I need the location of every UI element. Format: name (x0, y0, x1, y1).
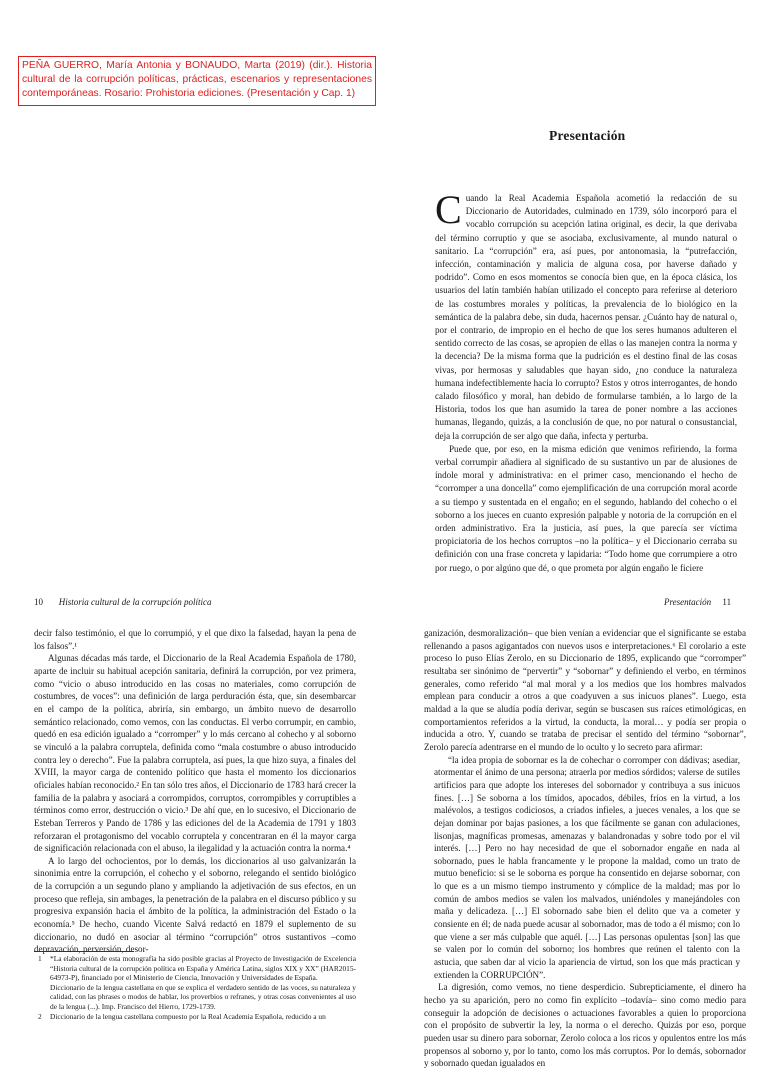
right-paragraph: La digresión, como vemos, no tiene desperdicio. Subrepticiamente, el dinero ha hecho ya su aparición, pero no como fin explícito –todavía– sino como medio para conseguir la adopción de decisiones o actuaciones favorables a quien lo proporciona con el propósito de subvertir la ley, la norma o el derecho. Quizás por eso, porque pueden usar su dinero para sobornar, Zerolo coloca a los ricos y opulentos entre los más propensos al soborno y, por lo tanto, como los más corruptos. Por lo demás, sobornador y sobornado quedan igualados en (424, 982, 746, 1069)
footnote-rule (34, 951, 134, 952)
right-running-title: Presentación (664, 597, 712, 607)
paragraph-2: Puede que, por eso, en la misma edición que venimos refiriendo, la forma verbal corrumpir añadiera al significado de su sustantivo un par de alusiones de índole moral y administrativa: en el primer caso, mencionando el hecho de “corromper a una doncella” como ejemplificación de una corrupción moral acorde a su tiempo y sustentada en el engaño; en el segundo, hablando del cohecho o el soborno a los jueces en cuanto expresión palpable y notoria de la corrupción en el orden administrativo. Era la justicia, así pues, la que parecía ser víctima propiciatoria de los hechos corruptos –no la política– y el Diccionario cerraba su definición con una frase concreta y lapidaria: “Todo home que corrumpiere a otro por ruego, o por algúno que dé, o que prometa por algún engaño le ficiere (435, 443, 737, 573)
footnote (34, 954, 356, 983)
block-quote: “la idea propia de sobornar es la de cohechar o corromper con dádivas; asediar, atormentar el ánimo de una persona; atraerla por medios sórdidos; valerse de sutiles artificios para que adopte los intereses del sobornador y contribuya a sus inicuos fines. […] Se soborna a los tímidos, apocados, débiles, fríos en la virtud, a los malévolos, a testigos codiciosos, a criados infieles, a jueces venales, a los que se dejan dominar por bajas pasiones, a los que fácilmente se ganan con adulaciones, lisonjas, magníficas promesas, amenazas y balandronadas y sobre todo por el vil interés. […] Pero no hay necesidad de que el sobornador engañe en nada al sobornado, pues le habla francamente y le propone la maldad, como un trato de mutuo beneficio: si se le soborna es porque ha consentido en dejarse sobornar, con lo que es a un mismo tiempo instrumento y cómplice de la maldad; mas por lo común de ambos medios se valen los malvados, uniéndoles y manejándoles con maña y delicadeza. […] El sobornado sabe bien el delito que va a cometer y consiente en él; de nada puede acusar al sobornador, mas de todo a él mismo; con lo que viene a ser más culpable que aquél. […] Las personas opulentas [son] las que se valen por lo común del soborno; los hombres que reúnen el talento con la astucia, que saben dar al vicio la apariencia de virtud, son los que más practican y extienden la CORRUPCIÓN”. (434, 754, 740, 980)
footnote (34, 1012, 356, 1022)
left-running-title: Historia cultural de la corrupción política (58, 597, 212, 607)
footnotes (34, 951, 356, 1021)
footnote-number: 1 (38, 954, 42, 963)
left-column (34, 627, 356, 956)
left-paragraph: A lo largo del ochocientos, por lo demás, los diccionarios al uso galvanizarán la sinonimia entre la corrupción, el cohecho y el soborno, relegando el sentido biológico de la corrupción a un segundo plano y ampliando la adjetivación de sus efectos, en un proceso que refleja, sin ambages, la penetración de la palabra en el discurso público y su progresiva expansión hacia el ámbito de la política, la administración del Estado o la economía.⁵ De hecho, cuando Vicente Salvá redactó en 1879 el suplemento de su diccionario, no dudó en asociar al término “corrupción” otros sustantivos –como depravación, perversión, desor- (34, 855, 356, 955)
right-column (424, 627, 746, 1070)
footnote-text: Diccionario de la lengua castellana en que se explica el verdadero sentido de las voces, su naturaleza y calidad, con las phrases o modos de hablar, los proverbios o refranes, y otras cosas convenientes al uso de la lengua (...). Imp. Francisco del Hierro, 1729-1739. (50, 982, 356, 1011)
presentation-text (435, 187, 737, 575)
page-title: Presentación (549, 128, 626, 143)
footnote (34, 983, 356, 1012)
left-paragraph: Algunas décadas más tarde, el Diccionario de la Real Academia Española de 1780, aparte de incluir su habitual acepción sanitaria, definirá la corrupción, por vez primera, como “vicio o abuso introducido en las cosas no materiales, como corrupción de costumbres, de voces”: una definición de larga perduración ésta, que, sin desembarcar en el campo de la política, abriría, sin embargo, un ámbito nuevo de desarrollo semántico relacionado, como vemos, con las conductas. El verbo corrumpir, en cambio, quedó en esa edición igualado a “corromper” y lo más cercano al cohecho y al soborno se vinculó a la palabra corruptela, definida como “mala costumbre o abuso introducido contra ley o derecho”. Fue la palabra corruptela, así pues, la que hizo suya, a finales del XVIII, la mayor carga de contenido político que hasta el momento los diccionarios oficiales habían reconocido.² En tan sólo tres años, el Diccionario de 1783 hará crecer la familia de la palabra y asociará a corrompidos, corruptos, corrompibles y corruptibles a términos como error, destrucción o vicio.³ De ahí que, en lo sucesivo, el Diccionario de Esteban Terreros y Pando de 1786 y las ediciones del de la Academia de 1791 y 1803 reforzaran el protagonismo del vocablo corruptela y concentraran en él la mayor carga de significación relacionada con el abuso, la ilegalidad y la actuación contra la norma.⁴ (34, 653, 356, 854)
right-paragraph: ganización, desmoralización– que bien venían a evidenciar que el significante se estaba rellenando a pasos agigantados con nuevos usos e interpretaciones.⁶ El corolario a este proceso lo puso Elías Zerolo, en su Diccionario de 1895, explicando que “corromper” resultaba ser sinónimo de “pervertir” y “sobornar” y definiendo el verbo, en términos generales, como referido “al mal moral y a los medios que los hombres malvados emplean para conducir a otros a que coadyuven a sus inicuos planes”. Luego, esta maldad a la que se aludía podía derivar, según se buscasen sus raíces etimológicas, en comportamientos referidos a la virtud, la conducta, la moral… y podía ser propia o inducida a otro. Y, cuando se trataba de precisar el sentido del término “sobornar”, Zerolo parecía adentrarse en el mundo de lo oculto y lo secreto para afirmar: (424, 628, 746, 752)
left-page-number: 10 (34, 597, 43, 607)
paragraph-1 (435, 187, 737, 443)
footnote-number: 2 (38, 1011, 42, 1021)
paragraph-1-text: uando la Real Academia Española acometió la redacción de su Diccionario de Autoridades, culminado en 1739, sólo incorporó para el vocablo corrupción su acepción latina original, es decir, la que derivaba del término corruptio y que se asociaba, exclusivamente, al mundo natural o sanitario. La “corrupción” era, así pues, por antonomasia, la “putrefacción, infección, contaminación y malicia de alguna cosa, por haverse dañado y podrido”. Como en esos momentos se conocía bien que, en la época clásica, los usuarios del latín también habían utilizado el concepto para referirse al deterioro de las costumbres morales y políticas, la prevalencia de lo biológico en la semántica de la palabra debe, sin duda, hacernos pensar. ¿Cuánto hay de natural o, por el contrario, de impropio en el hecho de que los seres humanos adulteren el sentido correcto de las cosas, se apropien de ellas o las manejen contra la norma y la decencia? De la misma forma que la pudrición es el destino final de las cosas vivas, por hermosas y saludables que hayan sido, ¿no conduce la naturaleza humana indefectiblemente hacia lo corrupto? Estos y otros interrogantes, de hondo calado filosófico y moral, han debido de formularse también, a lo largo de la Historia, todos los que han asumido la tarea de poner nombre a las acciones humanas, llegando, quizás, a la conclusión de que, no por natural o consustancial, deja la corrupción de ser algo que daña, infecta y perturba. (435, 193, 737, 441)
right-running-head (664, 597, 731, 607)
drop-cap: C (435, 187, 462, 232)
footnote-text: *La elaboración de esta monografía ha sido posible gracias al Proyecto de Investigación de Excelencia “Historia cultural de la corrupción política en España y América Latina, siglos XIX y XX” (HAR2015-64973-P), financiado por el Ministerio de Ciencia, Innovación y Universidades de España. (50, 954, 356, 983)
footnote-text: Diccionario de la lengua castellana compuesto por la Real Academia Española, reducido a un (50, 1011, 326, 1021)
citation-box: PEÑA GUERRO, María Antonia y BONAUDO, Marta (2019) (dir.). Historia cultural de la corrupción políticas, prácticas, escenarios y representaciones contemporáneas. Rosario: Prohistoria ediciones. (Presentación y Cap. 1) (18, 56, 376, 106)
right-page-number: 11 (722, 597, 732, 607)
left-running-head (34, 597, 212, 607)
left-paragraph: decir falso testimónio, el que lo corrumpió, y el que dixo la falsedad, hayan la pena de los falsos”.¹ (34, 628, 356, 651)
